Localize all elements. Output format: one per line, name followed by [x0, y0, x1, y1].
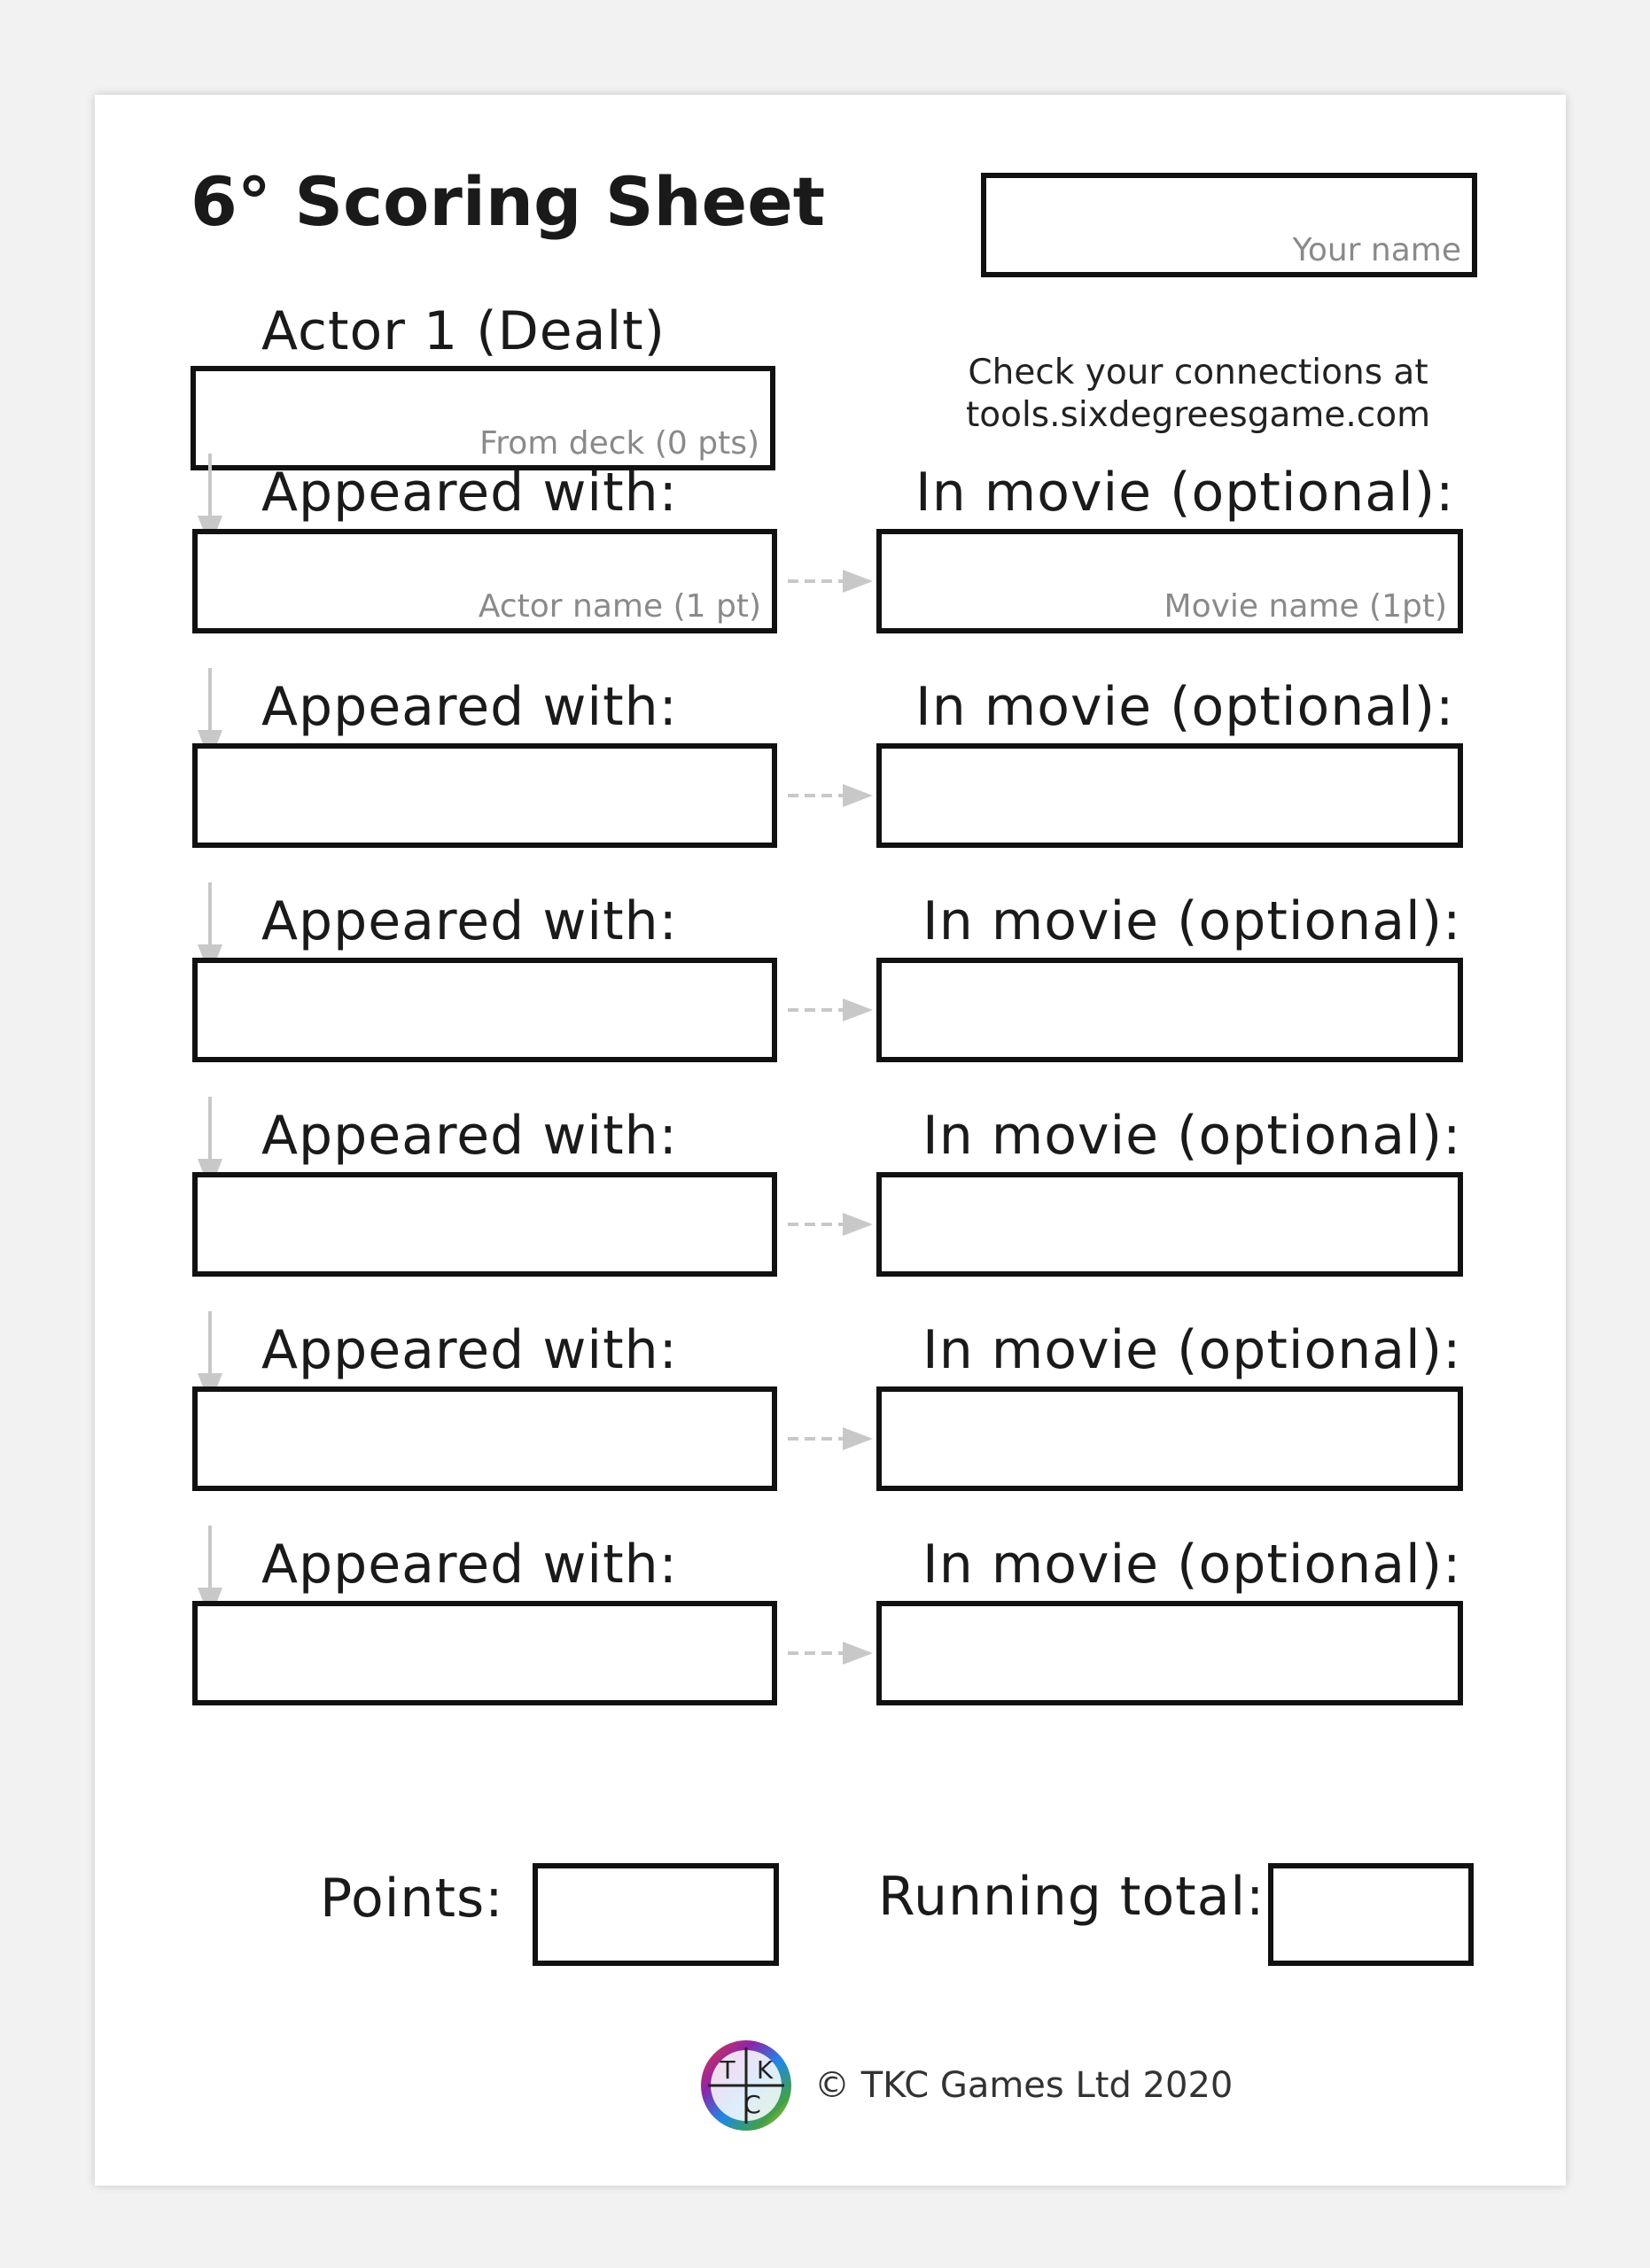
right-arrow-icon [786, 997, 875, 1023]
check-line-1: Check your connections at [968, 353, 1428, 392]
in-movie-label: In movie (optional): [915, 676, 1455, 738]
appeared-with-label: Appeared with: [261, 1319, 678, 1381]
appeared-with-label: Appeared with: [261, 890, 678, 952]
actor1-label: Actor 1 (Dealt) [261, 300, 666, 362]
in-movie-label: In movie (optional): [922, 1319, 1462, 1381]
appeared-with-label: Appeared with: [261, 1534, 678, 1596]
check-connections-note [915, 352, 1482, 437]
movie-name-field[interactable] [876, 1386, 1463, 1491]
movie-name-field[interactable] [876, 529, 1463, 633]
svg-text:T: T [720, 2055, 735, 2085]
copyright-text: © TKC Games Ltd 2020 [814, 2065, 1234, 2106]
actor-name-field[interactable] [192, 958, 777, 1062]
running-total-field[interactable] [1268, 1863, 1474, 1966]
right-arrow-icon [786, 568, 875, 594]
movie-name-hint: Movie name (1pt) [1164, 588, 1447, 625]
appeared-with-label: Appeared with: [261, 1105, 678, 1167]
actor1-hint: From deck (0 pts) [479, 425, 759, 462]
tkc-logo-icon [697, 2037, 795, 2134]
actor1-field[interactable] [191, 366, 775, 470]
appeared-with-label: Appeared with: [261, 676, 678, 738]
running-total-label: Running total: [878, 1866, 1265, 1928]
actor-name-field[interactable] [192, 1386, 777, 1491]
svg-text:K: K [756, 2055, 774, 2085]
actor-name-hint: Actor name (1 pt) [478, 588, 761, 625]
in-movie-label: In movie (optional): [922, 1534, 1462, 1596]
right-arrow-icon [786, 1211, 875, 1238]
check-line-2: tools.sixdegreesgame.com [965, 395, 1431, 435]
footer [697, 2037, 1233, 2134]
actor-name-field[interactable] [192, 1601, 777, 1705]
in-movie-label: In movie (optional): [922, 1105, 1462, 1167]
your-name-field[interactable] [981, 173, 1477, 277]
right-arrow-icon [786, 1425, 875, 1452]
actor-name-field[interactable] [192, 1172, 777, 1277]
appeared-with-label: Appeared with: [261, 462, 678, 524]
movie-name-field[interactable] [876, 1172, 1463, 1277]
actor-name-field[interactable] [192, 529, 777, 633]
actor-name-field[interactable] [192, 743, 777, 848]
movie-name-field[interactable] [876, 743, 1463, 848]
page-title: 6° Scoring Sheet [191, 162, 826, 241]
in-movie-label: In movie (optional): [922, 890, 1462, 952]
in-movie-label: In movie (optional): [915, 462, 1455, 524]
movie-name-field[interactable] [876, 958, 1463, 1062]
points-label: Points: [320, 1868, 504, 1930]
your-name-hint: Your name [1292, 232, 1461, 268]
scoring-sheet [95, 95, 1566, 2186]
svg-text:C: C [743, 2090, 761, 2119]
movie-name-field[interactable] [876, 1601, 1463, 1705]
points-field[interactable] [533, 1863, 779, 1966]
right-arrow-icon [786, 1640, 875, 1666]
right-arrow-icon [786, 782, 875, 809]
